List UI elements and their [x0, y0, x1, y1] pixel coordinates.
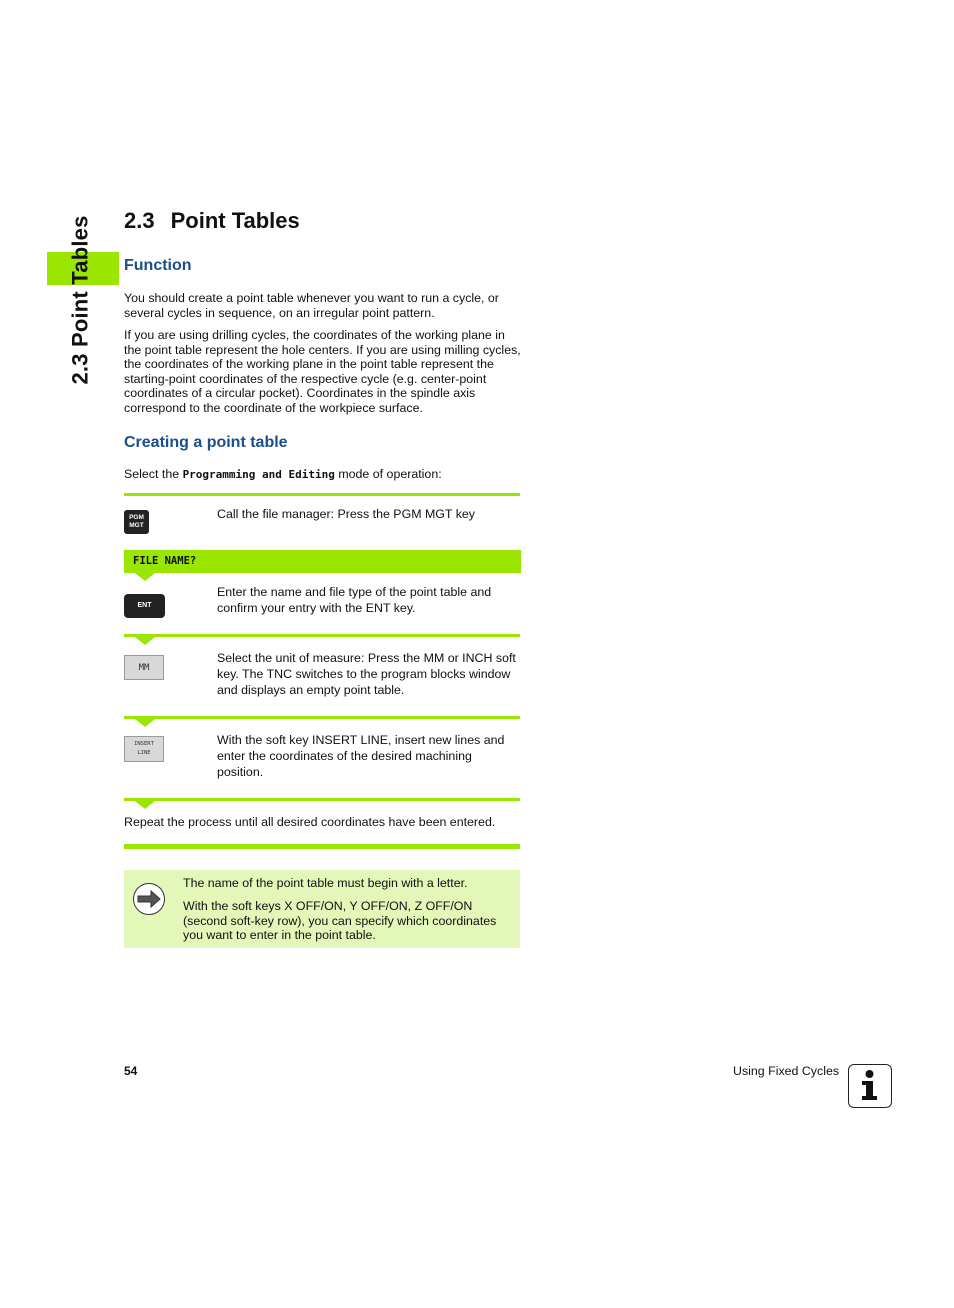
step-divider	[124, 716, 520, 719]
side-tab-title: 2.3 Point Tables	[68, 214, 93, 385]
arrow-down-icon	[135, 637, 155, 645]
step-divider	[124, 798, 520, 801]
step-divider	[124, 634, 520, 637]
section-number: 2.3	[124, 208, 155, 233]
step-1-text: Call the file manager: Press the PGM MGT key	[217, 507, 476, 521]
page-number: 54	[124, 1064, 138, 1078]
section-end-bar	[124, 844, 520, 849]
chapter-name: Using Fixed Cycles	[733, 1064, 840, 1078]
pgm-mgt-key[interactable]: PGM MGT	[124, 510, 149, 534]
function-paragraph-2: If you are using drilling cycles, the coordinates of the working plane in the point table represent the hole centers. If you are using milling cycles, the coordinates of the working plane in the point table represent the starting-point coordinates of the respective cycle (e.g. center-point coordinates of a circular pocket). Coordinates in the spindle axis correspond to the coordinate of the workpiece surface.	[124, 328, 521, 415]
creating-heading: Creating a point table	[124, 434, 288, 451]
function-heading: Function	[124, 257, 192, 274]
arrow-down-icon	[135, 801, 155, 809]
arrow-down-icon	[135, 719, 155, 727]
page-title	[124, 208, 300, 234]
dialog-prompt-bar: FILE NAME?	[124, 550, 521, 573]
step-3-text: Select the unit of measure: Press the MM or INCH soft key. The TNC switches to the program blocks window and displays an empty point table.	[217, 651, 516, 697]
insert-line-soft-key[interactable]: INSERT LINE	[124, 736, 164, 762]
mode-name: Programming and Editing	[182, 468, 335, 481]
mm-soft-key[interactable]: MM	[124, 655, 164, 680]
ent-key[interactable]: ENT	[124, 594, 165, 618]
section-title: Point Tables	[170, 208, 300, 233]
repeat-text: Repeat the process until all desired coordinates have been entered.	[124, 815, 496, 829]
note-line-1: The name of the point table must begin with a letter.	[183, 876, 468, 890]
note-line-2: With the soft keys X OFF/ON, Y OFF/ON, Z OFF/ON (second soft-key row), you can specify which coordinates you want to enter in the point table.	[183, 899, 497, 942]
step-4-text: With the soft key INSERT LINE, insert new lines and enter the coordinates of the desired machining position.	[217, 733, 505, 779]
function-paragraph-1: You should create a point table whenever you want to run a cycle, or several cycles in sequence, on an irregular point pattern.	[124, 291, 499, 320]
arrow-down-icon	[135, 573, 155, 581]
arrow-right-icon	[133, 883, 165, 915]
creating-intro: Select the Programming and Editing mode of operation:	[124, 467, 442, 481]
step-divider	[124, 493, 520, 496]
step-2-text: Enter the name and file type of the point table and confirm your entry with the ENT key.	[217, 585, 492, 615]
info-icon	[848, 1064, 892, 1108]
